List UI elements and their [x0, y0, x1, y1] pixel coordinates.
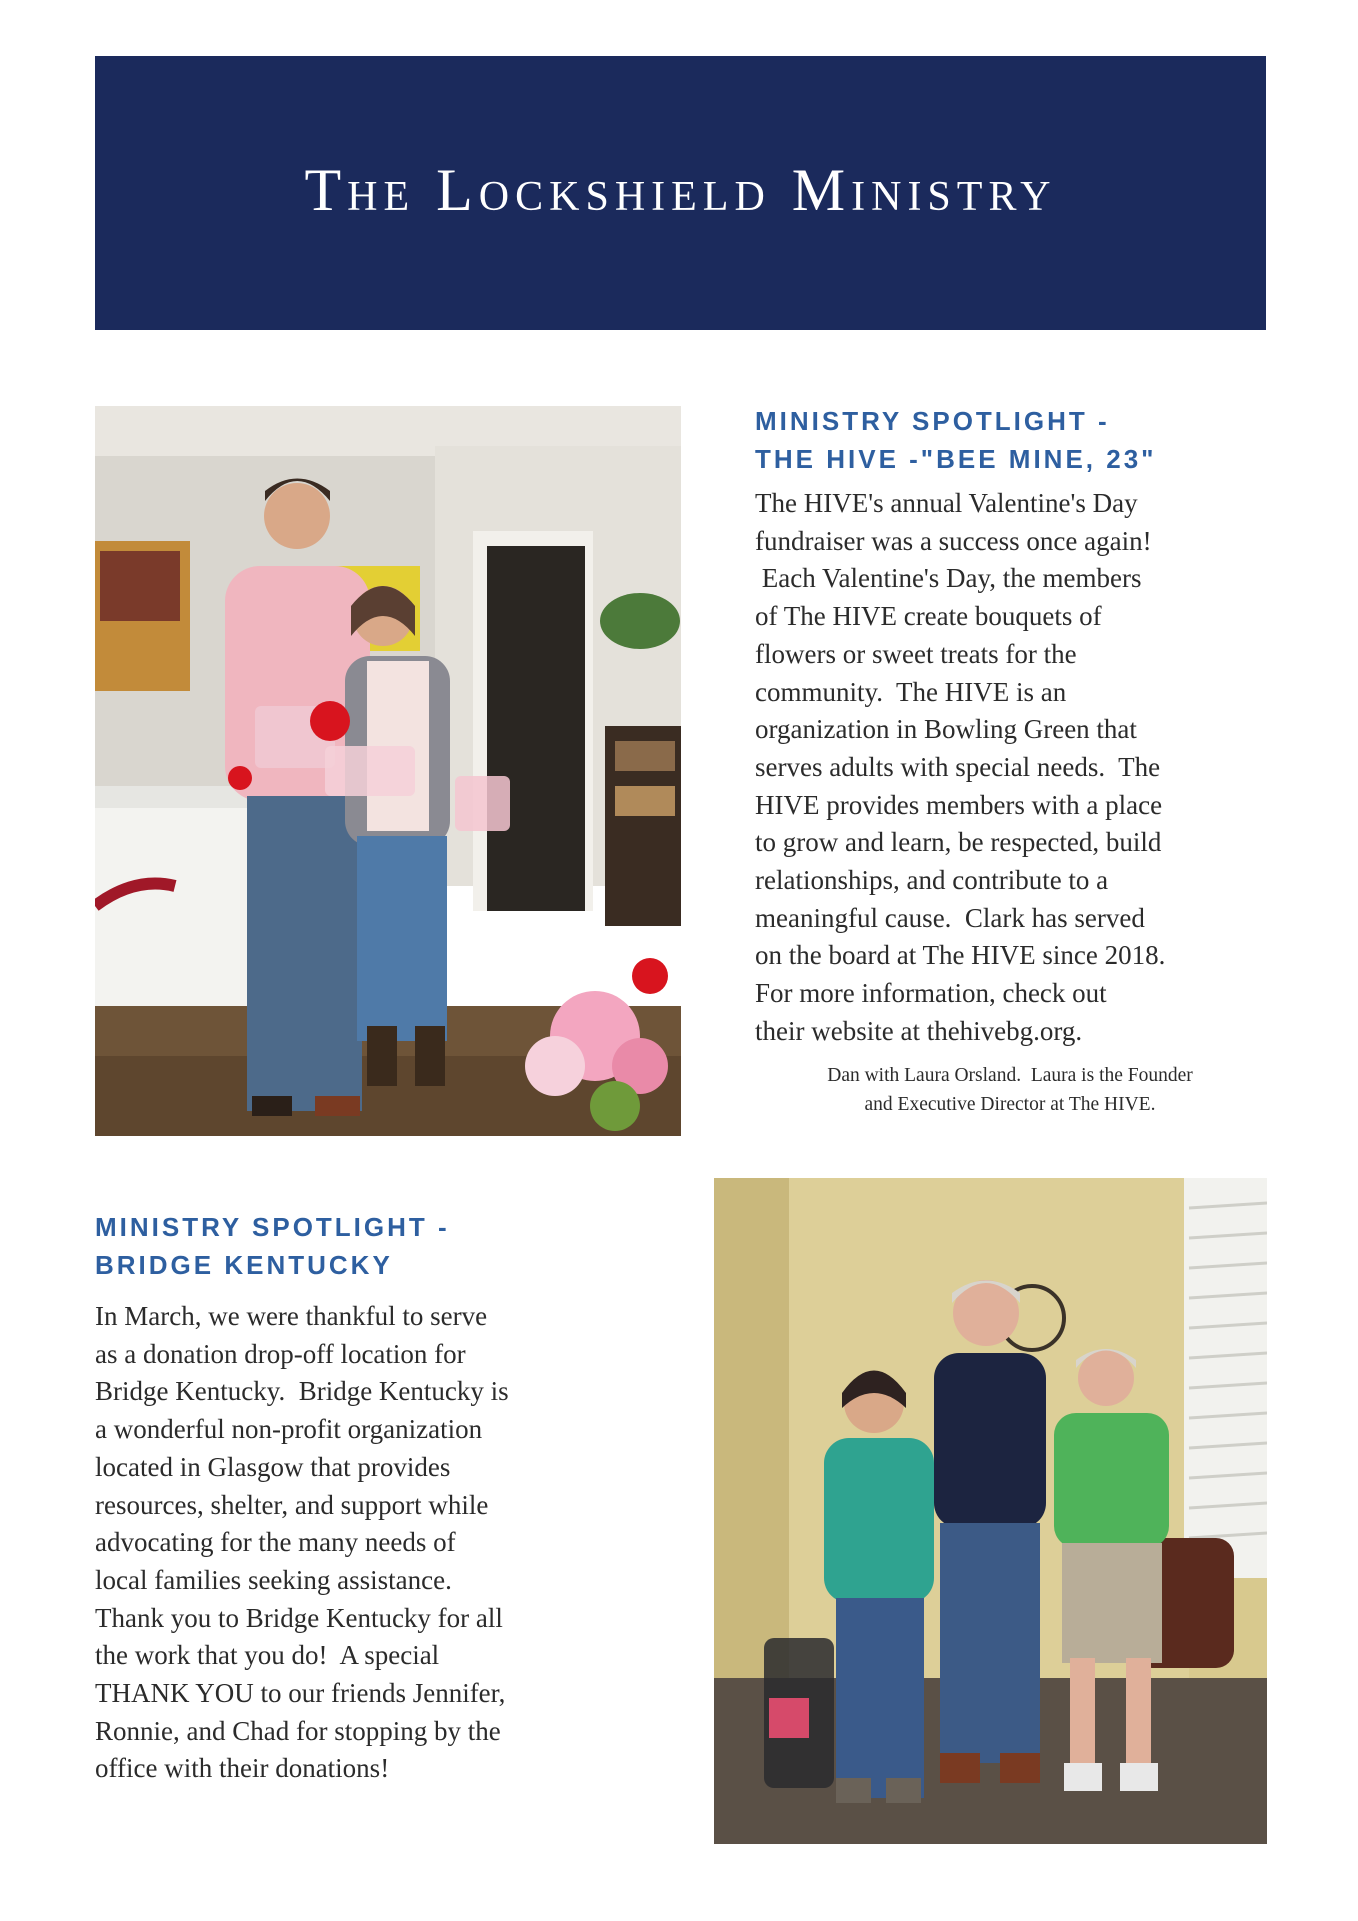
body-line: Each Valentine's Day, the members — [755, 563, 1142, 594]
hive-photo-caption — [755, 1061, 1265, 1119]
hive-photo — [95, 406, 681, 1136]
header-banner — [95, 56, 1266, 330]
body-line: as a donation drop-off location for — [95, 1338, 466, 1369]
body-line: serves adults with special needs. The — [755, 751, 1161, 782]
heading-line: THE HIVE -"BEE MINE, 23" — [755, 444, 1157, 474]
body-line: Thank you to Bridge Kentucky for all — [95, 1602, 503, 1633]
body-line: local families seeking assistance. — [95, 1564, 452, 1595]
bridge-photo-illustration — [714, 1178, 1267, 1844]
hive-spotlight-body — [755, 485, 1275, 1051]
body-line: advocating for the many needs of — [95, 1527, 456, 1558]
body-line: fundraiser was a success once again! — [755, 525, 1152, 556]
body-line: Ronnie, and Chad for stopping by the — [95, 1715, 501, 1746]
body-line: HIVE provides members with a place — [755, 789, 1163, 820]
body-line: to grow and learn, be respected, build — [755, 827, 1162, 858]
body-line: community. The HIVE is an — [755, 676, 1067, 707]
body-line: on the board at The HIVE since 2018. — [755, 940, 1166, 971]
bridge-spotlight-body — [95, 1298, 615, 1788]
hive-spotlight-heading — [755, 402, 1157, 478]
caption-line: and Executive Director at The HIVE. — [864, 1094, 1156, 1115]
heading-line: MINISTRY SPOTLIGHT - — [95, 1212, 450, 1242]
page-title: The Lockshield Ministry — [304, 156, 1057, 223]
body-line: of The HIVE create bouquets of — [755, 601, 1102, 632]
bridge-photo — [714, 1178, 1267, 1844]
body-line: THANK YOU to our friends Jennifer, — [95, 1678, 506, 1709]
hive-photo-illustration — [95, 406, 681, 1136]
body-line: In March, we were thankful to serve — [95, 1301, 488, 1331]
body-line: meaningful cause. Clark has served — [755, 902, 1145, 933]
body-line: For more information, check out — [755, 978, 1107, 1009]
heading-line: BRIDGE KENTUCKY — [95, 1250, 393, 1280]
body-line: flowers or sweet treats for the — [755, 638, 1077, 669]
heading-line: MINISTRY SPOTLIGHT - — [755, 406, 1110, 436]
body-line: resources, shelter, and support while — [95, 1489, 489, 1520]
body-line: organization in Bowling Green that — [755, 714, 1137, 745]
body-line: The HIVE's annual Valentine's Day — [755, 488, 1138, 518]
bridge-spotlight-heading — [95, 1208, 450, 1284]
body-line: relationships, and contribute to a — [755, 865, 1109, 896]
body-line: office with their donations! — [95, 1753, 390, 1784]
body-line: Bridge Kentucky. Bridge Kentucky is — [95, 1376, 509, 1407]
body-line: a wonderful non-profit organization — [95, 1414, 483, 1445]
body-line: their website at thehivebg.org. — [755, 1015, 1083, 1046]
body-line: located in Glasgow that provides — [95, 1451, 451, 1482]
body-line: the work that you do! A special — [95, 1640, 440, 1671]
caption-line: Dan with Laura Orsland. Laura is the Founder — [827, 1065, 1193, 1086]
